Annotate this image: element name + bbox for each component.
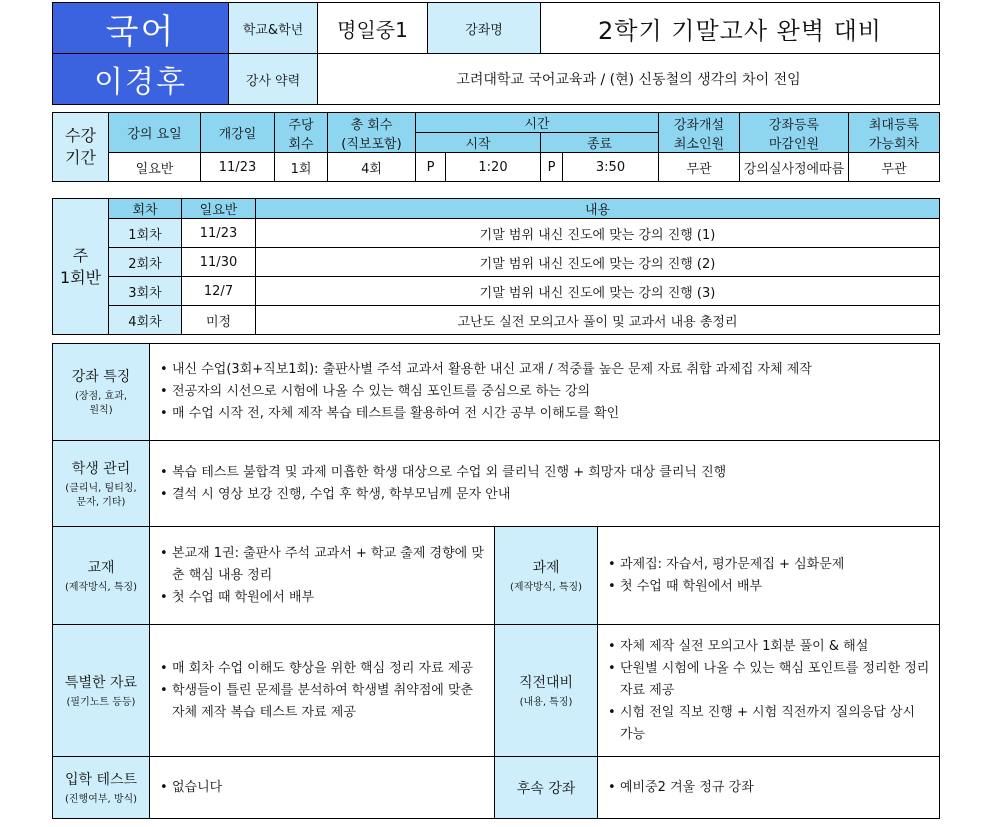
- exam-prep-label-main: 직전대비: [518, 674, 574, 691]
- entrance-test-label-main: 입학 테스트: [64, 771, 138, 788]
- header-weekly-line1: 주당: [288, 117, 314, 133]
- list-item: • 결석 시 영상 보강 진행, 수업 후 학생, 학부모님께 문자 안내: [158, 484, 931, 506]
- list-item: • 과제집: 자습서, 평가문제집 + 심화문제: [606, 554, 931, 576]
- header-start-date: 개강일: [201, 113, 275, 153]
- header-min-line1: 강좌개설: [673, 117, 725, 133]
- features-label-sub: [53, 390, 149, 418]
- header-min-line2: 최소인원: [673, 136, 725, 152]
- session-date: 12/7: [182, 277, 256, 306]
- weekly-side-label-2: 1회반: [59, 267, 102, 287]
- header-deadline-line2: 마감인원: [768, 136, 820, 152]
- follow-up-label: [495, 757, 598, 819]
- list-item: • 시험 전일 직보 진행 + 시험 직전까지 질의응답 상시 가능: [606, 702, 931, 746]
- total-count-value: 4회: [328, 153, 416, 182]
- student-mgmt-label-sub-2: 문자, 기타): [76, 496, 126, 508]
- weekly-count-value: 1회: [275, 153, 328, 182]
- course-header-table: [52, 2, 940, 105]
- student-mgmt-label-sub: [53, 482, 149, 510]
- homework-content: [598, 527, 940, 625]
- schedule-table: [52, 112, 940, 182]
- teacher-name: 이경후: [53, 54, 229, 105]
- features-label-main: 강좌 특징: [71, 369, 131, 385]
- entrance-test-label: [53, 757, 150, 819]
- features-label-sub-1: (장점, 효과,: [74, 391, 128, 402]
- weekday-value: 일요반: [109, 153, 201, 182]
- list-item: • 학생들이 틀린 문제를 분석하여 학생별 취약점에 맞춘 자체 제작 복습 테스트 자료 제공: [158, 680, 486, 724]
- session-label: 3회차: [109, 277, 182, 306]
- textbook-label-sub: (제작방식, 특징): [64, 581, 138, 593]
- student-mgmt-content: [150, 441, 940, 527]
- session-date: 11/23: [182, 219, 256, 248]
- special-material-content: [150, 625, 495, 757]
- homework-label-main: 과제: [532, 559, 560, 576]
- features-label-sub-2: 원칙): [89, 405, 113, 416]
- list-item: • 첫 수업 때 학원에서 배부: [606, 576, 931, 598]
- list-item: • 첫 수업 때 학원에서 배부: [158, 587, 486, 609]
- session-content: 기말 범위 내신 진도에 맞는 강의 진행 (1): [256, 219, 940, 248]
- header-day: 일요반: [182, 199, 256, 219]
- header-total-line2: (직보포함): [341, 136, 402, 152]
- follow-up-content: [598, 757, 940, 819]
- list-item: • 내신 수업(3회+직보1회): 출판사별 주석 교과서 활용한 내신 교재 / 적중률 높은 문제 자료 취합 과제집 자체 제작: [158, 359, 931, 381]
- start-time: 1:20: [446, 153, 541, 182]
- header-weekday: 강의 요일: [109, 113, 201, 153]
- list-item: • 매 수업 시작 전, 자체 제작 복습 테스트를 활용하여 전 시간 공부 이해도를 확인: [158, 403, 931, 425]
- course-details-table: [52, 343, 940, 819]
- entrance-test-content: [150, 757, 495, 819]
- header-max-session: [849, 113, 940, 153]
- school-value: 명일중1: [318, 3, 428, 54]
- header-total-count: [328, 113, 416, 153]
- exam-prep-content: [598, 625, 940, 757]
- career-value: 고려대학교 국어교육과 / (현) 신동철의 생각의 차이 전임: [318, 54, 940, 105]
- special-material-label: [53, 625, 150, 757]
- list-item: • 매 회차 수업 이해도 향상을 위한 핵심 정리 자료 제공: [158, 658, 486, 680]
- header-max-line2: 가능회차: [868, 136, 920, 152]
- session-content: 기말 범위 내신 진도에 맞는 강의 진행 (2): [256, 248, 940, 277]
- list-item: • 복습 테스트 불합격 및 과제 미흡한 학생 대상으로 수업 외 클리닉 진행 + 희망자 대상 클리닉 진행: [158, 462, 931, 484]
- header-time-end: 종료: [541, 133, 659, 153]
- textbook-label-main: 교재: [87, 559, 115, 576]
- session-date: 미정: [182, 306, 256, 335]
- schedule-side-label-2: 기간: [65, 148, 96, 167]
- session-label: 4회차: [109, 306, 182, 335]
- special-material-label-sub: (필기노트 등등): [66, 696, 136, 708]
- start-date-value: 11/23: [201, 153, 275, 182]
- end-time: 3:50: [563, 153, 659, 182]
- header-weekly-line2: 회수: [288, 136, 314, 152]
- start-ampm: P: [416, 153, 446, 182]
- follow-up-label-main: 후속 강좌: [516, 780, 576, 797]
- session-content: 기말 범위 내신 진도에 맞는 강의 진행 (3): [256, 277, 940, 306]
- career-label: 강사 약력: [229, 54, 318, 105]
- list-item: • 자체 제작 실전 모의고사 1회분 풀이 & 해설: [606, 636, 931, 658]
- exam-prep-label-sub: (내용, 특징): [519, 696, 573, 708]
- student-mgmt-label: [53, 441, 150, 527]
- weekly-side-label-1: 주: [72, 245, 89, 265]
- list-item: • 전공자의 시선으로 시험에 나올 수 있는 핵심 포인트를 중심으로 하는 강의: [158, 381, 931, 403]
- end-ampm: P: [541, 153, 563, 182]
- list-item: • 없습니다: [158, 777, 486, 799]
- list-item: • 예비중2 겨울 정규 강좌: [606, 777, 931, 799]
- list-item: • 단원별 시험에 나올 수 있는 핵심 포인트를 정리한 정리 자료 제공: [606, 658, 931, 702]
- course-name-label: 강좌명: [428, 3, 541, 54]
- header-deadline-line1: 강좌등록: [768, 117, 820, 133]
- session-content: 고난도 실전 모의고사 풀이 및 교과서 내용 총정리: [256, 306, 940, 335]
- session-label: 1회차: [109, 219, 182, 248]
- weekly-plan-table: [52, 198, 940, 335]
- schedule-side-label: [53, 113, 109, 182]
- header-max-line1: 최대등록: [868, 117, 920, 133]
- session-date: 11/30: [182, 248, 256, 277]
- header-session: 회차: [109, 199, 182, 219]
- header-content: 내용: [256, 199, 940, 219]
- homework-label-sub: (제작방식, 특징): [509, 581, 583, 593]
- school-label: 학교&학년: [229, 3, 318, 54]
- student-mgmt-label-sub-1: (클리닉, 팀티칭,: [65, 482, 137, 494]
- exam-prep-label: [495, 625, 598, 757]
- max-session-value: 무관: [849, 153, 940, 182]
- student-mgmt-label-main: 학생 관리: [71, 460, 131, 477]
- weekly-side-label: [53, 199, 109, 335]
- features-label: [53, 344, 150, 441]
- session-label: 2회차: [109, 248, 182, 277]
- header-total-line1: 총 회수: [350, 117, 393, 133]
- header-weekly-count: [275, 113, 328, 153]
- deadline-value: 강의실사정에따름: [740, 153, 849, 182]
- subject-title: 국어: [53, 3, 229, 54]
- header-deadline: [740, 113, 849, 153]
- textbook-content: [150, 527, 495, 625]
- schedule-side-label-1: 수강: [65, 126, 96, 145]
- min-people-value: 무관: [659, 153, 740, 182]
- homework-label: [495, 527, 598, 625]
- features-content: [150, 344, 940, 441]
- textbook-label: [53, 527, 150, 625]
- header-time-start: 시작: [416, 133, 541, 153]
- list-item: • 본교재 1권: 출판사 주석 교과서 + 학교 출제 경향에 맞춘 핵심 내용 정리: [158, 543, 486, 587]
- entrance-test-label-sub: (진행여부, 방식): [64, 793, 138, 805]
- special-material-label-main: 특별한 자료: [64, 674, 138, 691]
- header-time: 시간: [416, 113, 659, 133]
- course-name-value: 2학기 기말고사 완벽 대비: [541, 3, 940, 54]
- header-min-people: [659, 113, 740, 153]
